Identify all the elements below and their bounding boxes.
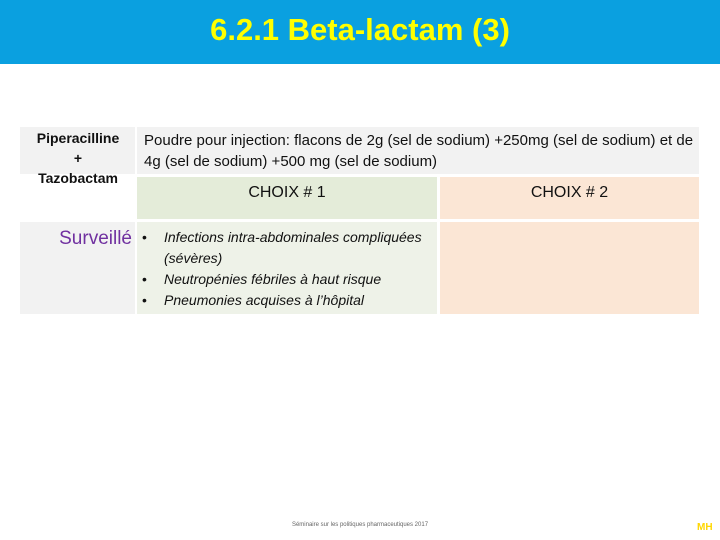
drug-name-line1: Piperacilline	[36, 130, 120, 146]
logo: MH	[697, 522, 713, 533]
choice2-label: CHOIX # 2	[530, 184, 609, 201]
footer-text: Séminaire sur les politiques pharmaceutiques 2017	[291, 522, 429, 528]
description-text: Poudre pour injection: flacons de 2g (sel de sodium) +250mg (sel de sodium) et de 4g (sel de sodium) +500 mg (sel de sodium)	[144, 132, 694, 170]
drug-name	[22, 128, 134, 188]
bullet-icon: •	[142, 271, 147, 287]
indication-text: Pneumonies acquises à l’hôpital	[164, 292, 365, 308]
drug-name-line3: Tazobactam	[38, 170, 118, 186]
status-label: Surveillé	[59, 228, 132, 249]
list-item	[142, 227, 442, 269]
slide-title: 6.2.1 Beta-lactam (3)	[210, 12, 510, 47]
indications-list	[142, 227, 442, 311]
bullet-icon: •	[142, 229, 147, 245]
list-item	[142, 269, 442, 290]
indication-text: Neutropénies fébriles à haut risque	[164, 271, 382, 287]
choice1-label: CHOIX # 1	[248, 184, 326, 201]
indication-text: Infections intra-abdominales compliquées (sévères)	[164, 229, 422, 266]
choice2-body-cell	[440, 222, 699, 314]
list-item	[142, 290, 442, 311]
drug-name-line2: +	[73, 150, 83, 166]
bullet-icon: •	[142, 292, 147, 308]
